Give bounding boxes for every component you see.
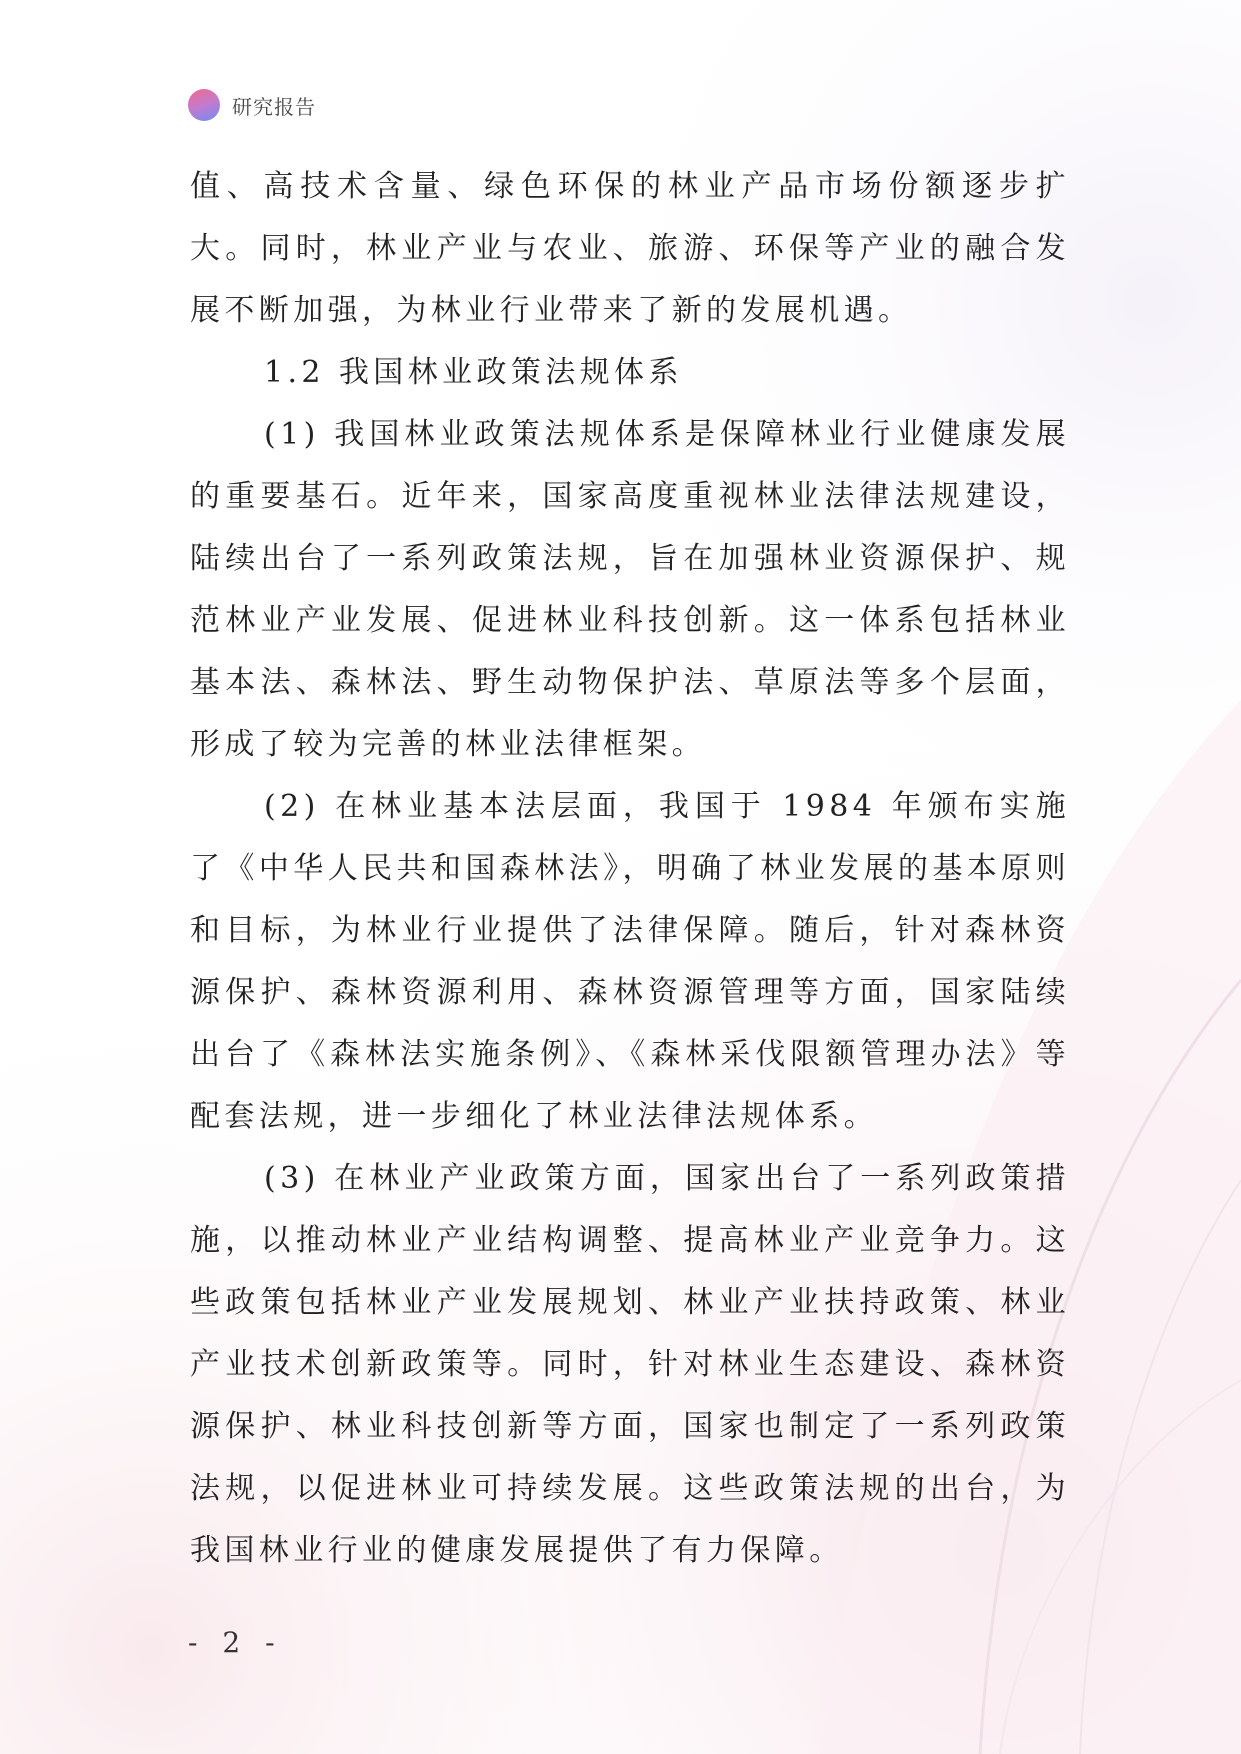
paragraph-1: (1) 我国林业政策法规体系是保障林业行业健康发展的重要基石。近年来，国家高度重视林业法律法规建设，陆续出台了一系列政策法规，旨在加强林业资源保护、规范林业产业发展、促进林业科技创新。这一体系包括林业基本法、森林法、野生动物保护法、草原法等多个层面，形成了较为完善的林业法律框架。	[190, 417, 1070, 762]
page-number: - 2 -	[188, 1626, 283, 1659]
report-logo-icon	[188, 89, 220, 121]
report-header	[188, 89, 316, 121]
report-header-title: 研究报告	[232, 94, 316, 119]
paragraph-continued: 值、高技术含量、绿色环保的林业产品市场份额逐步扩大。同时，林业产业与农业、旅游、环保等产业的融合发展不断加强，为林业行业带来了新的发展机遇。	[190, 169, 1070, 328]
paragraph-3: (3) 在林业产业政策方面，国家出台了一系列政策措施，以推动林业产业结构调整、提高林业产业竞争力。这些政策包括林业产业发展规划、林业产业扶持政策、林业产业技术创新政策等。同时，针对林业生态建设、森林资源保护、林业科技创新等方面，国家也制定了一系列政策法规，以促进林业可持续发展。这些政策法规的出台，为我国林业行业的健康发展提供了有力保障。	[190, 1161, 1070, 1568]
paragraph-2: (2) 在林业基本法层面，我国于 1984 年颁布实施了《中华人民共和国森林法》，明确了林业发展的基本原则和目标，为林业行业提供了法律保障。随后，针对森林资源保护、森林资源利用、森林资源管理等方面，国家陆续出台了《森林法实施条例》、《森林采伐限额管理办法》等配套法规，进一步细化了林业法律法规体系。	[190, 789, 1070, 1134]
document-body	[190, 156, 1070, 1582]
section-heading: 1.2 我国林业政策法规体系	[264, 355, 683, 390]
